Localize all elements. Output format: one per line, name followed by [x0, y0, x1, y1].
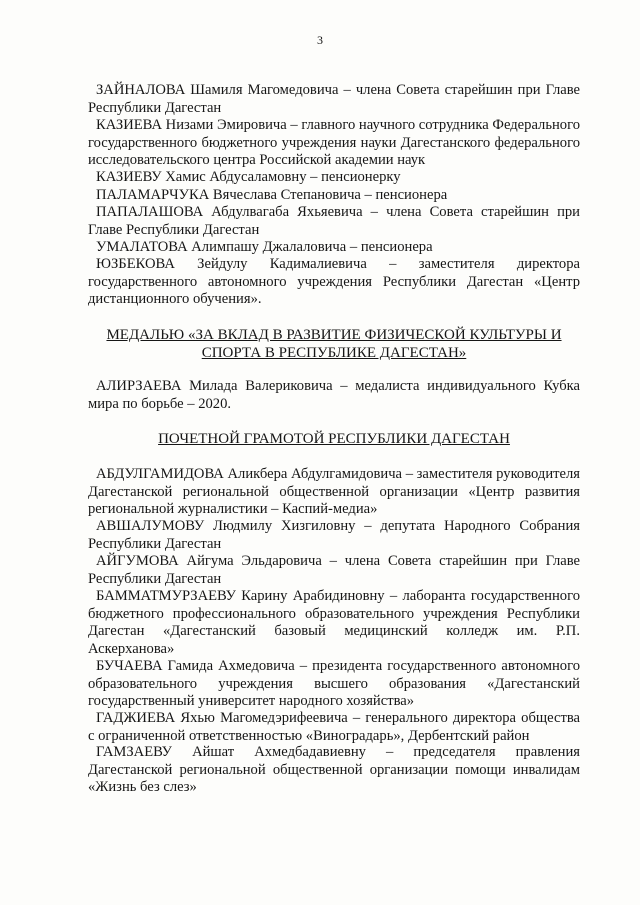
- list-item: ПАЛАМАРЧУКА Вячеслава Степановича – пенсионера: [96, 187, 448, 203]
- list-item: АЙГУМОВА Айгума Эльдаровича – члена Совета старейшин при Главе Республики Дагестан: [88, 553, 580, 587]
- list-item: АЛИРЗАЕВА Милада Валериковича – медалиста индивидуального Кубка мира по борьбе – 2020.: [88, 378, 580, 412]
- list-item: УМАЛАТОВА Алимпашу Джалаловича – пенсионера: [96, 239, 433, 255]
- section-heading-gramota: ПОЧЕТНОЙ ГРАМОТОЙ РЕСПУБЛИКИ ДАГЕСТАН: [158, 431, 510, 447]
- list-item: АБДУЛГАМИДОВА Аликбера Абдулгамидовича – заместителя руководителя Дагестанской региональной общественной организации «Центр развития региональной журналистики – Каспий-медиа»: [88, 466, 580, 517]
- list-item: БУЧАЕВА Гамида Ахмедовича – президента государственного автономного образовательного учреждения высшего образования «Дагестанский государственный университет народного хозяйства»: [88, 658, 580, 709]
- list-item: ПАПАЛАШОВА Абдулвагаба Яхьяевича – члена Совета старейшин при Главе Республики Дагестан: [88, 204, 580, 238]
- section-heading-medal: МЕДАЛЬЮ «ЗА ВКЛАД В РАЗВИТИЕ ФИЗИЧЕСКОЙ КУЛЬТУРЫ И СПОРТА В РЕСПУБЛИКЕ ДАГЕСТАН»: [106, 327, 562, 361]
- page-number: 3: [317, 33, 323, 47]
- list-item: ГАМЗАЕВУ Айшат Ахмедбадавиевну – председателя правления Дагестанской региональной общественной организации помощи инвалидам «Жизнь без слез»: [88, 744, 580, 795]
- list-item: ЗАЙНАЛОВА Шамиля Магомедовича – члена Совета старейшин при Главе Республики Дагестан: [88, 82, 580, 116]
- list-item: КАЗИЕВА Низами Эмировича – главного научного сотрудника Федерального государственного бюджетного учреждения науки Дагестанского федерального исследовательского центра Российской академии наук: [88, 117, 581, 168]
- list-item: ЮЗБЕКОВА Зейдулу Кадималиевича – заместителя директора государственного автономного учреждения Республики Дагестан «Центр дистанционного обучения».: [88, 256, 580, 307]
- list-item: АВШАЛУМОВУ Людмилу Хизгиловну – депутата Народного Собрания Республики Дагестан: [88, 518, 580, 552]
- list-item: БАММАТМУРЗАЕВУ Карину Арабидиновну – лаборанта государственного бюджетного профессионального образовательного учреждения Республики Дагестан «Дагестанский базовый медицинский колледж им. Р.П. Аскерханова»: [88, 588, 580, 657]
- list-item: КАЗИЕВУ Хамис Абдусаламовну – пенсионерку: [96, 169, 401, 185]
- list-item: ГАДЖИЕВА Яхью Магомедэрифеевича – генерального директора общества с ограниченной ответственностью «Виноградарь», Дербентский район: [88, 710, 580, 744]
